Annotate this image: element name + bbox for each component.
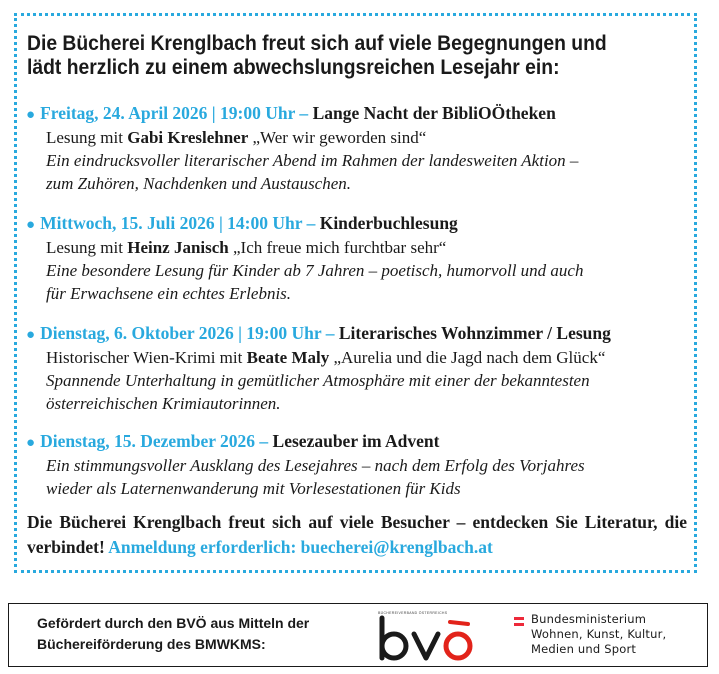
ministry-line-3: Medien und Sport bbox=[531, 642, 637, 656]
event-author: Beate Maly bbox=[246, 348, 330, 367]
event-date: Mittwoch, 15. Juli 2026 | 14:00 Uhr – bbox=[40, 213, 316, 233]
event-date: Freitag, 24. April 2026 | 19:00 Uhr – bbox=[40, 103, 309, 123]
sponsor-note bbox=[37, 613, 309, 655]
event-book: „Aurelia und die Jagd nach dem Glück“ bbox=[329, 348, 606, 367]
event-reading bbox=[46, 236, 691, 259]
event-item bbox=[26, 102, 691, 195]
event-reading bbox=[46, 346, 691, 369]
austria-flag-icon bbox=[514, 617, 524, 626]
bullet-icon: ● bbox=[26, 107, 36, 123]
event-author: Heinz Janisch bbox=[127, 238, 229, 257]
event-description-1: Spannende Unterhaltung in gemütlicher Atmosphäre mit einer der bekanntesten bbox=[46, 371, 590, 390]
registration-link[interactable]: Anmeldung erforderlich: buecherei@krenglbach.at bbox=[108, 537, 493, 557]
event-book: „Wer wir geworden sind“ bbox=[248, 128, 427, 147]
bvo-logo-subtitle: BÜCHEREIVERBAND ÖSTERREICHS bbox=[378, 611, 448, 615]
footer-invitation bbox=[27, 510, 687, 560]
event-description-1: Ein stimmungsvoller Ausklang des Lesejahres – nach dem Erfolg des Vorjahres bbox=[46, 456, 585, 475]
footer-text: Die Bücherei Krenglbach freut sich auf viele Besucher – entdecken Sie Literatur, die verbindet! bbox=[27, 512, 687, 557]
event-title bbox=[26, 322, 691, 346]
ministry-name bbox=[531, 612, 666, 657]
event-description-2: für Erwachsene ein echtes Erlebnis. bbox=[46, 284, 292, 303]
event-item bbox=[26, 322, 691, 415]
reading-prefix: Lesung mit bbox=[46, 238, 128, 257]
event-item bbox=[26, 212, 691, 305]
event-author: Gabi Kreslehner bbox=[127, 128, 249, 147]
event-name: Lesezauber im Advent bbox=[272, 431, 440, 451]
bullet-icon: ● bbox=[26, 435, 36, 451]
event-title bbox=[26, 102, 691, 126]
event-description-2: wieder als Laternenwanderung mit Vorlesestationen für Kids bbox=[46, 479, 461, 498]
bullet-icon: ● bbox=[26, 217, 36, 233]
heading-line-1: Die Bücherei Krenglbach freut sich auf viele Begegnungen und bbox=[27, 32, 607, 55]
heading-line-2: lädt herzlich zu einem abwechslungsreichen Lesejahr ein: bbox=[27, 56, 560, 79]
page-heading bbox=[27, 32, 639, 80]
event-book: „Ich freue mich furchtbar sehr“ bbox=[228, 238, 447, 257]
event-date: Dienstag, 6. Oktober 2026 | 19:00 Uhr – bbox=[40, 323, 335, 343]
event-title bbox=[26, 212, 691, 236]
event-title bbox=[26, 430, 691, 454]
event-description-1: Ein eindrucksvoller literarischer Abend im Rahmen der landesweiten Aktion – bbox=[46, 151, 579, 170]
reading-prefix: Lesung mit bbox=[46, 128, 128, 147]
sponsor-line-2: Büchereiförderung des BMWKMS: bbox=[37, 636, 266, 652]
ministry-line-1: Bundesministerium bbox=[531, 612, 647, 626]
event-description-2: österreichischen Krimiautorinnen. bbox=[46, 394, 281, 413]
event-date: Dienstag, 15. Dezember 2026 – bbox=[40, 431, 269, 451]
event-item bbox=[26, 430, 691, 500]
event-description-1: Eine besondere Lesung für Kinder ab 7 Jahren – poetisch, humorvoll und auch bbox=[46, 261, 584, 280]
ministry-line-2: Wohnen, Kunst, Kultur, bbox=[531, 627, 667, 641]
event-name: Literarisches Wohnzimmer / Lesung bbox=[338, 323, 611, 343]
reading-prefix: Historischer Wien-Krimi mit bbox=[46, 348, 247, 367]
bvo-logo-icon bbox=[378, 612, 476, 662]
event-name: Kinderbuchlesung bbox=[319, 213, 458, 233]
bullet-icon: ● bbox=[26, 327, 36, 343]
event-description-2: zum Zuhören, Nachdenken und Austauschen. bbox=[46, 174, 352, 193]
event-reading bbox=[46, 126, 691, 149]
event-name: Lange Nacht der BibliOÖtheken bbox=[312, 103, 556, 123]
sponsor-line-1: Gefördert durch den BVÖ aus Mitteln der bbox=[37, 615, 310, 631]
